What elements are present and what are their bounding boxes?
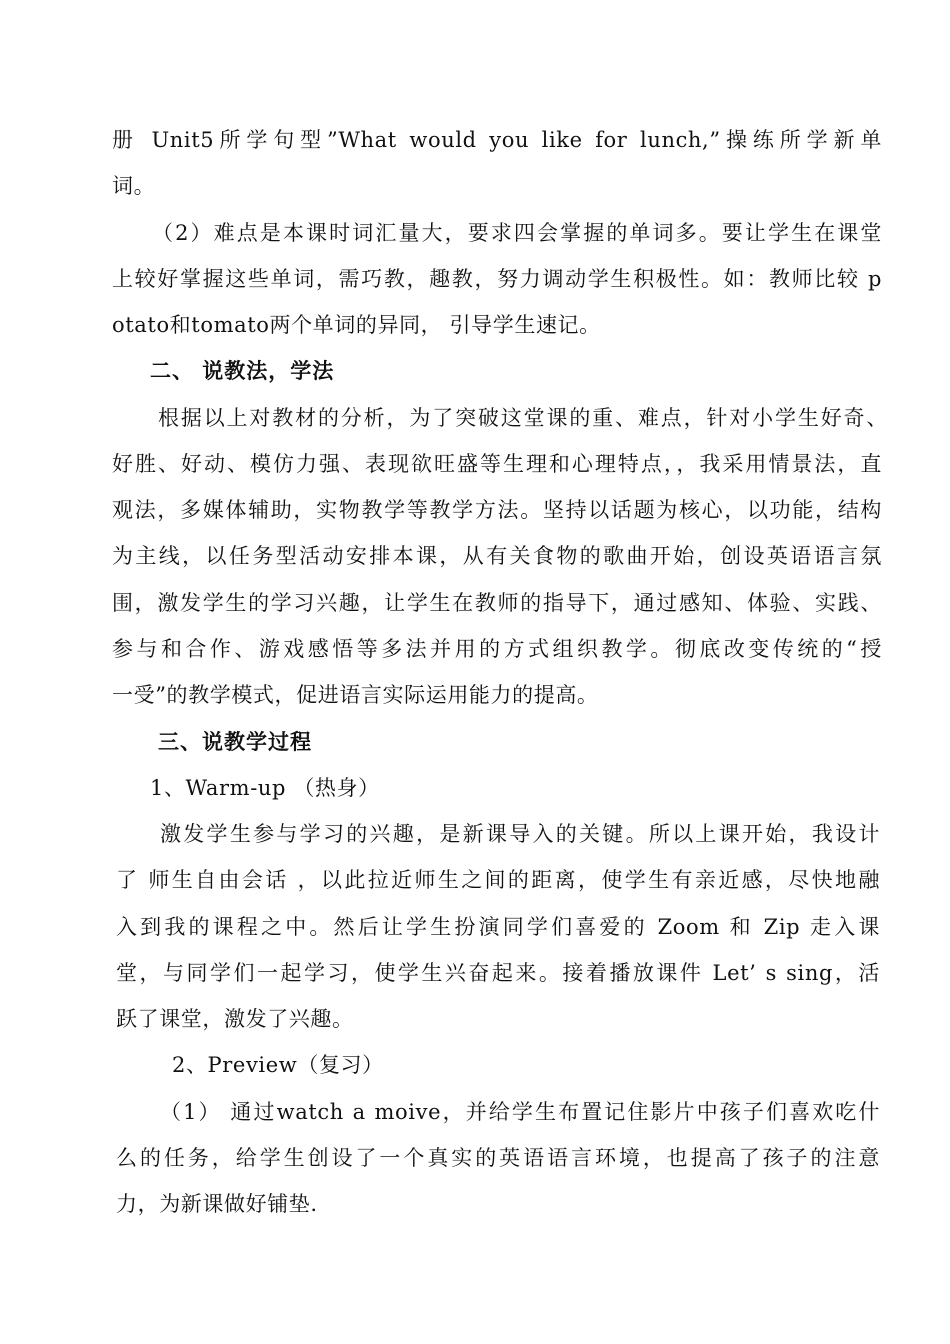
- text-line: 词。: [112, 174, 156, 198]
- text-line: 好胜、好动、模仿力强、表现欲旺盛等生理和心理特点，，我采用情景法，直: [112, 452, 882, 476]
- text-line: 堂，与同学们一起学习，使学生兴奋起来。接着播放课件 Let’ s sing，活: [116, 961, 880, 985]
- text-line: 一受”的教学模式，促进语言实际运用能力的提高。: [112, 683, 599, 707]
- text-line: 为主线，以任务型活动安排本课，从有关食物的歌曲开始，创设英语语言氛: [112, 544, 882, 568]
- text-line: 上较好掌握这些单词，需巧教，趣教，努力调动学生积极性。如：教师比较 p: [112, 267, 882, 291]
- text-line: 根据以上对教材的分析，为了突破这堂课的重、难点，针对小学生好奇、: [158, 406, 888, 430]
- text-line: （2）难点是本课时词汇量大，要求四会掌握的单词多。要让学生在课堂: [152, 221, 882, 245]
- text-line: 了 师生自由会话 ，以此拉近师生之间的距离，使学生有亲近感，尽快地融: [116, 868, 880, 892]
- subsection-heading: 2、Preview（复习）: [172, 1053, 384, 1077]
- section-heading: 三、说教学过程: [158, 730, 312, 754]
- text-line: otato和tomato两个单词的异同， 引导学生速记。: [112, 313, 601, 337]
- section-heading: 二、 说教法，学法: [150, 359, 335, 383]
- text-line: 力，为新课做好铺垫.: [116, 1192, 318, 1216]
- subsection-heading: 1、Warm-up （热身）: [150, 776, 380, 800]
- text-line: 激发学生参与学习的兴趣，是新课导入的关键。所以上课开始，我设计: [160, 822, 880, 846]
- text-line: 么的任务，给学生创设了一个真实的英语语言环境，也提高了孩子的注意: [116, 1146, 880, 1170]
- text-line: 入到我的课程之中。然后让学生扮演同学们喜爱的 Zoom 和 Zip 走入课: [116, 915, 880, 939]
- text-line: 册 Unit5所学句型”What would you like for lunch,”操练所学新单: [112, 128, 882, 152]
- text-line: （1） 通过watch a moive，并给学生布置记住影片中孩子们喜欢吃什: [160, 1100, 880, 1124]
- text-line: 围，激发学生的学习兴趣，让学生在教师的指导下，通过感知、体验、实践、: [112, 591, 882, 615]
- text-line: 跃了课堂，激发了兴趣。: [116, 1007, 354, 1031]
- text-line: 参与和合作、游戏感悟等多法并用的方式组织教学。彻底改变传统的“授: [112, 637, 882, 661]
- text-line: 观法，多媒体辅助，实物教学等教学方法。坚持以话题为核心，以功能，结构: [112, 498, 882, 522]
